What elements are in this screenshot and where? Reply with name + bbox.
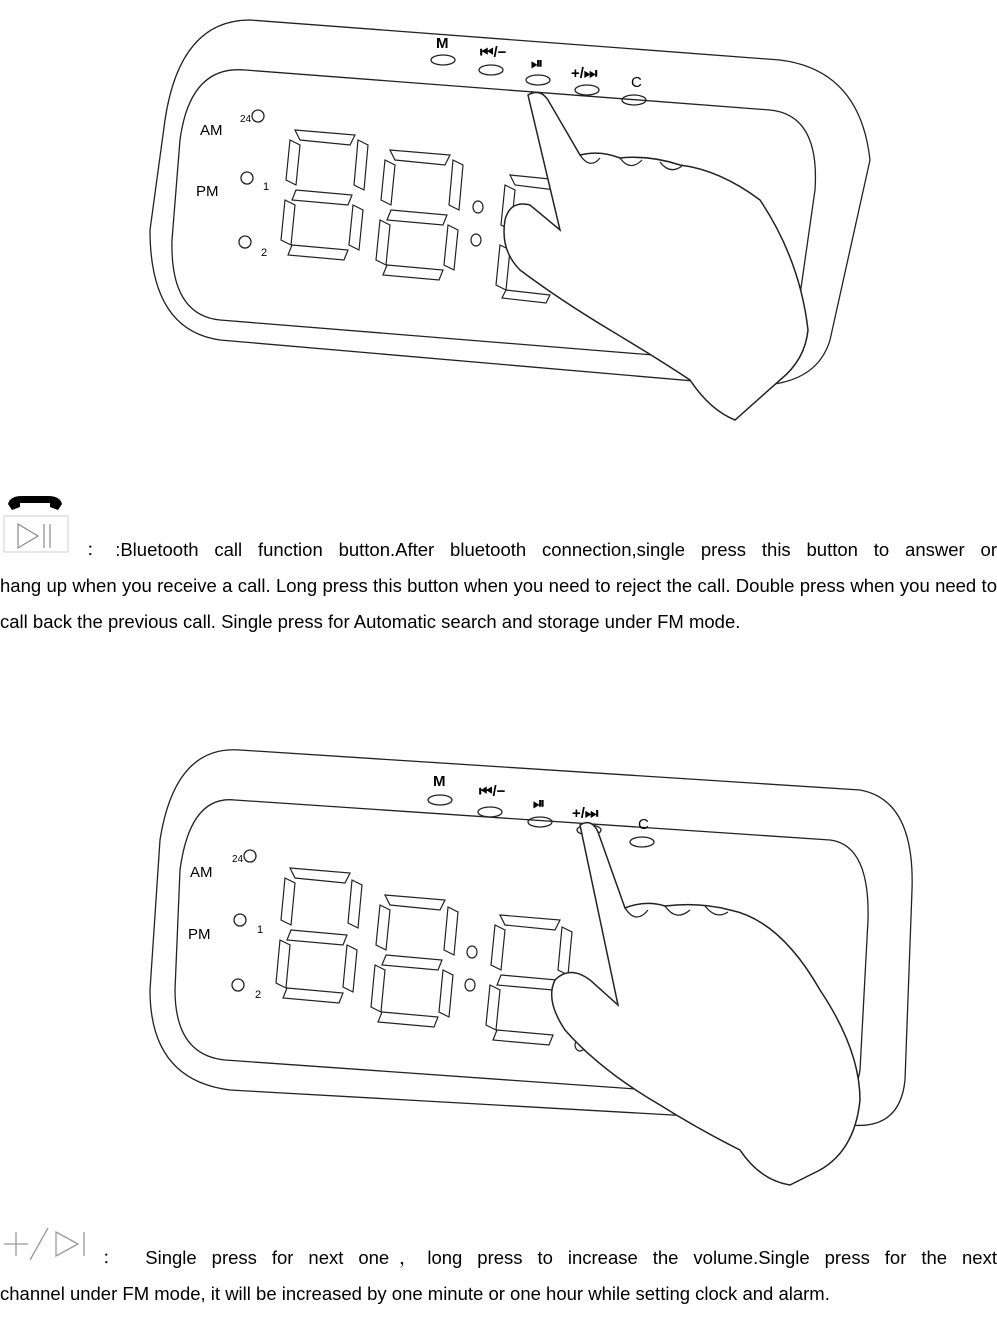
paragraph-next-button [0,1224,997,1312]
pm-label: PM [188,926,211,943]
call-button-lead-text: ：:Bluetooth call function button.After bluetooth connection,single press this button to answer or [86,539,997,560]
button-next-label: +/⏭ [572,805,599,822]
phone-play-pause-icon [0,494,86,568]
alarm1-label: 1 [257,924,264,936]
h24-label: 24 [240,114,252,125]
next-button-lead-text: ： Single press for next one，long press to increase the volume.Single press for the next [102,1247,997,1268]
alarm1-label: 1 [263,181,270,193]
pm-label: PM [196,183,219,200]
next-button-description: channel under FM mode, it will be increased by one minute or one hour while setting clock and alarm. [0,1283,830,1304]
clock-illustration-1 [0,0,997,440]
call-button-description: hang up when you receive a call. Long press this button when you need to reject the call. Double press when you need to call back the previous call. Single press for Automatic search and storage under FM mode. [0,575,997,632]
am-label: AM [200,122,223,139]
am-label: AM [190,864,213,881]
clock-illustration-2 [0,730,997,1200]
button-next-label: +/⏭ [571,65,598,82]
alarm2-label: 2 [261,247,268,259]
h24-label: 24 [232,854,244,865]
button-prev-label: ⏮/− [480,44,507,61]
alarm2-label: 2 [255,989,262,1001]
paragraph-call-button [0,494,997,640]
button-c-label: C [638,816,649,833]
button-play-label: ⏯ [533,795,546,812]
button-play-label: ⏯ [531,55,544,72]
button-prev-label: ⏮/− [479,783,506,800]
button-m-label: M [436,35,449,52]
button-m-label: M [433,773,446,790]
plus-next-icon [0,1224,102,1276]
button-c-label: C [631,74,642,91]
